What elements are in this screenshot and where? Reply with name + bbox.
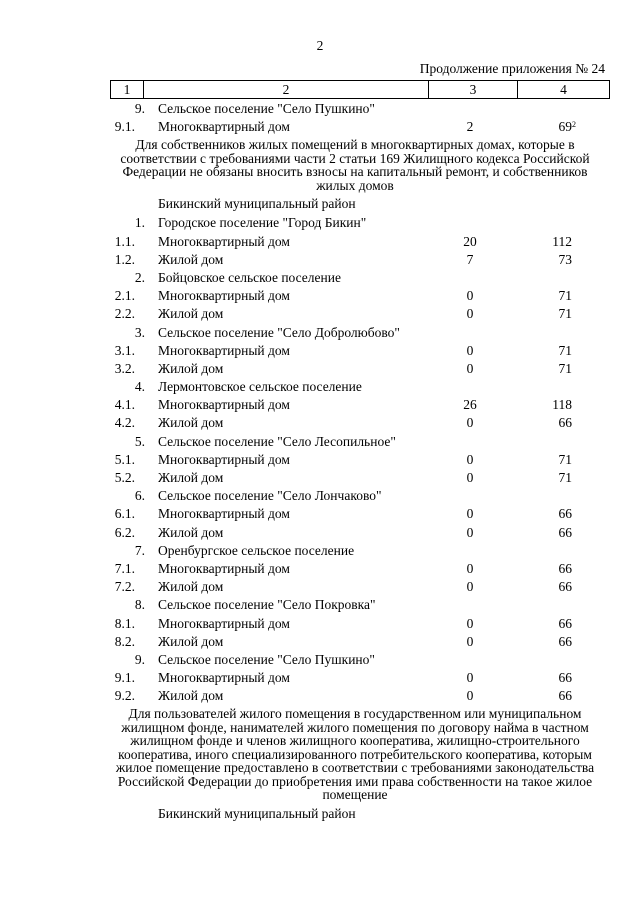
row-number: 1.1. [114,233,135,249]
table-row [0,542,640,560]
row-value-4: 66 [558,615,572,631]
row-number: 9. [134,101,145,116]
row-value-4: 71 [558,451,572,467]
row-value-3: 0 [466,560,474,576]
row-name: Жилой дом [158,415,224,431]
row-value-3: 0 [466,524,474,540]
row-name: Сельское поселение "Село Покровка" [158,597,376,613]
row-value-3: 0 [466,415,474,431]
table-row [0,633,640,651]
row-value-4: 73 [558,251,572,267]
table-row [0,524,640,542]
row-number: 5.1. [114,451,135,467]
row-number: 7.1. [114,560,135,576]
row-name: Городское поселение "Город Бикин" [158,215,367,231]
row-number: 5.2. [114,470,135,485]
table-row [0,487,640,505]
table-row [0,433,640,451]
document-body [0,100,640,824]
row-number: 2. [134,269,145,285]
row-value-4: 66 [558,670,572,686]
table-row [0,505,640,523]
column-header-4: 4 [518,81,610,99]
row-value-3: 20 [463,233,477,249]
row-value-4: 71 [558,342,572,358]
table-row [0,578,640,596]
column-header-table [110,80,610,99]
row-value-3: 0 [466,633,474,649]
main-rows [0,214,640,705]
row-value-3: 0 [466,306,474,322]
row-number: 3.2. [114,360,135,376]
column-header-1: 1 [111,81,144,99]
row-value-3: 0 [466,506,474,522]
row-name: Многоквартирный дом [158,451,290,467]
table-row [0,560,640,578]
row-name: Сельское поселение "Село Пушкино" [158,651,375,667]
row-number: 9. [134,651,145,667]
row-value-3: 26 [463,397,477,413]
row-number: 4.1. [114,397,135,413]
row-number: 6. [134,488,145,504]
table-row [0,378,640,396]
row-value-3: 0 [466,470,474,485]
paragraph-owners: Для собственников жилых помещений в многоквартирных домах, которые в соответствии с требованиями части 2 статьи 169 Жилищного кодекса Российской Федерации не обязаны вносить взносы на капитальный ремонт, и собственников жилых домов [120,137,590,193]
row-name: Жилой дом [158,251,224,267]
row-value-4: 66 [558,524,572,540]
table-row [0,233,640,251]
row-name: Оренбургское сельское поселение [158,542,355,558]
table-row [0,687,640,705]
row-number: 4.2. [114,415,135,431]
footnote-marker: 2 [572,120,576,130]
row-value-4: 66 [558,560,572,576]
row-name: Жилой дом [158,633,224,649]
row-name: Многоквартирный дом [158,615,290,631]
row-value-3: 0 [466,288,474,304]
column-header-3: 3 [429,81,518,99]
row-value-4: 66 [558,506,572,522]
table-row [0,669,640,687]
row-name: Многоквартирный дом [158,670,290,686]
row-number: 9.1. [114,670,135,686]
region-heading: Бикинский муниципальный район [158,196,356,212]
continuation-note: Продолжение приложения № 24 [419,61,605,76]
row-number: 2.2. [114,306,135,322]
row-name: Жилой дом [158,360,224,376]
row-name: Жилой дом [158,470,224,485]
row-number: 8. [134,597,145,613]
row-value-3: 0 [466,579,474,595]
row-value-4: 66 [558,415,572,431]
row-number: 3. [134,324,145,340]
table-row [0,342,640,360]
row-value-4: 71 [558,306,572,322]
row-name: Многоквартирный дом [158,342,290,358]
row-name: Многоквартирный дом [158,397,290,413]
row-value-4: 66 [558,579,572,595]
row-value-3: 0 [466,360,474,376]
row-number: 5. [134,433,145,449]
row-number: 9.2. [114,688,135,704]
row-number: 7. [134,542,145,558]
column-header-2: 2 [144,81,429,99]
table-row [0,305,640,323]
row-name: Многоквартирный дом [158,506,290,522]
row-number: 2.1. [114,288,135,304]
row-value-4: 71 [558,360,572,376]
row-value-3: 0 [466,342,474,358]
paragraph-tenants: Для пользователей жилого помещения в государственном или муниципальном жилищном фонде, нанимателей жилого помещения по договору найма в частном жилищном фонде и членов жилищного кооператива, жилищно-строительного кооператива, иного специализированного потребительского кооператива, которым жилое помещение предоставлено в соответствии с требованиями законодательства Российской Федерации до приобретения ими права собственности на такое жилое помещение [115,706,595,803]
row-value-3: 0 [466,688,474,704]
table-row [0,214,640,232]
row-name: Бойцовское сельское поселение [158,269,341,285]
row-name: Многоквартирный дом [158,288,290,304]
table-row [0,118,640,136]
row-value-4: 66 [558,633,572,649]
table-row [0,269,640,287]
row-value-3: 2 [466,119,474,135]
table-row [0,251,640,269]
table-row [0,451,640,469]
row-number: 7.2. [114,579,135,595]
row-name: Сельское поселение "Село Пушкино" [158,101,375,116]
table-row [0,651,640,669]
table-row [0,324,640,342]
row-value-3: 0 [466,451,474,467]
page-number: 2 [316,38,324,53]
row-name: Жилой дом [158,524,224,540]
row-value-4: 112 [552,233,572,249]
table-row [0,469,640,487]
table-row [0,396,640,414]
row-value-4: 71 [558,288,572,304]
row-name: Многоквартирный дом [158,560,290,576]
row-number: 8.2. [114,633,135,649]
table-row [0,360,640,378]
table-row [0,615,640,633]
table-row [0,100,640,118]
row-number: 1.2. [114,251,135,267]
row-value-4: 69 [558,119,572,135]
row-number: 6.1. [114,506,135,522]
table-row [0,287,640,305]
row-name: Лермонтовское сельское поселение [158,379,362,395]
row-number: 8.1. [114,615,135,631]
row-value-3: 7 [466,251,474,267]
table-row [0,596,640,614]
row-name: Сельское поселение "Село Лончаково" [158,488,382,504]
row-value-4: 118 [552,397,572,413]
region-heading-2: Бикинский муниципальный район [158,805,356,821]
row-name: Многоквартирный дом [158,233,290,249]
table-row [0,414,640,432]
row-number: 4. [134,379,145,395]
row-value-4: 66 [558,688,572,704]
row-name: Жилой дом [158,306,224,322]
row-name: Сельское поселение "Село Лесопильное" [158,433,396,449]
row-name: Сельское поселение "Село Добролюбово" [158,324,400,340]
row-value-3: 0 [466,670,474,686]
row-name: Жилой дом [158,579,224,595]
row-number: 9.1. [114,119,135,135]
row-value-3: 0 [466,615,474,631]
row-number: 1. [134,215,145,231]
row-name: Многоквартирный дом [158,119,290,135]
row-number: 6.2. [114,524,135,540]
row-value-4: 71 [558,470,572,485]
row-name: Жилой дом [158,688,224,704]
top-rows [0,100,640,136]
row-number: 3.1. [114,342,135,358]
